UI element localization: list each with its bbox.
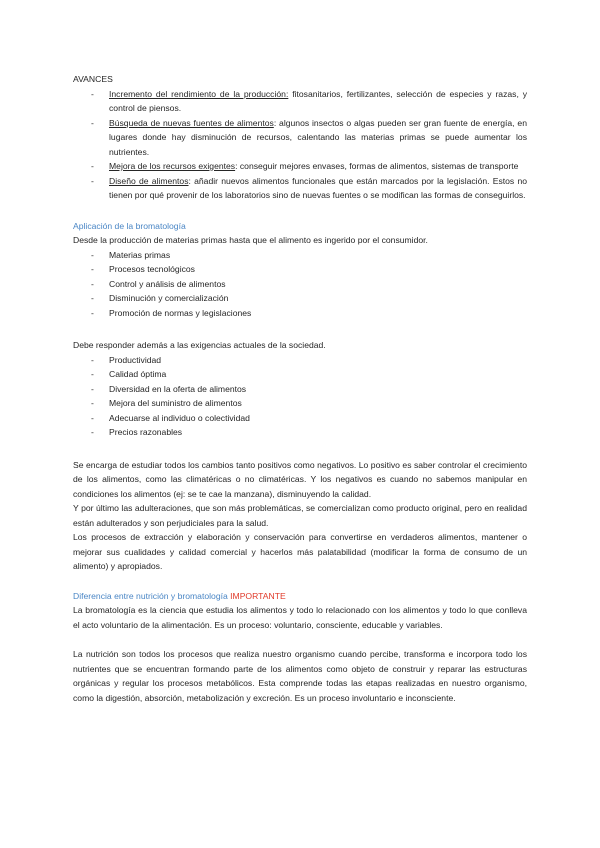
list-item-term: Mejora de los recursos exigentes: [109, 161, 236, 171]
list-item: - Diversidad en la oferta de alimentos: [73, 382, 527, 397]
aplicacion-heading: Aplicación de la bromatología: [73, 220, 186, 231]
avances-title: AVANCES: [73, 74, 113, 84]
list-item-text: : algunos insectos o algas pueden ser gran fuente de energía, en lugares donde hay disminución de recursos, calentando las materias primas se puede aumentar los nutrientes.: [109, 117, 527, 157]
list-item: [73, 174, 527, 203]
list-item: - Precios razonables: [73, 425, 527, 440]
list-item: [73, 87, 527, 116]
diferencia-heading-line: [73, 589, 527, 604]
document-page: [73, 72, 527, 705]
list-item-term: Incremento del rendimiento de la producción:: [109, 88, 289, 99]
list-item-term: Diseño de alimentos: [109, 175, 189, 186]
exigencias-list: [73, 353, 527, 440]
diferencia-heading: Diferencia entre nutrición y bromatología: [73, 590, 231, 601]
list-item-text: : añadir nuevos alimentos funcionales que están marcados por la legislación. Estos no tienen por qué provenir de los laboratorios sino de nuevas fuentes o se modifican las formas de conseguirlos.: [109, 175, 527, 200]
diferencia-paragraph-1: La bromatología es la ciencia que estudia los alimentos y todo lo relacionado con los alimentos y todo lo que conlleva el acto voluntario de la alimentación. Es un proceso: voluntario, consciente, educable y variables.: [73, 605, 527, 630]
aplicacion-list: [73, 248, 527, 321]
list-item-text: : conseguir mejores envases, formas de alimentos, sistemas de transporte: [235, 161, 519, 171]
list-item-term: Búsqueda de nuevas fuentes de alimentos: [109, 117, 274, 128]
list-item: - Control y análisis de alimentos: [73, 277, 527, 292]
exigencias-intro: Debe responder además a las exigencias actuales de la sociedad.: [73, 340, 326, 350]
list-item: - Adecuarse al individuo o colectividad: [73, 411, 527, 426]
list-item: [73, 116, 527, 160]
cambios-paragraph-2: Y por último las adulteraciones, que son más problemáticas, se comercializan como producto original, pero en realidad están adulterados y son perjudiciales para la salud.: [73, 503, 527, 528]
list-item: - Calidad óptima: [73, 367, 527, 382]
diferencia-paragraph-2: La nutrición son todos los procesos que realiza nuestro organismo cuando percibe, transforma e incorpora todo los nutrientes que se encuentran formando parte de los alimentos como objeto de construir y reparar las estructuras orgánicas y regular los procesos metabólicos. Esta comprende todas las etapas realizadas en nuestro organismo, como la digestión, absorción, metabolización y excreción. Es un proceso involuntario e inconsciente.: [73, 649, 527, 703]
important-flag: IMPORTANTE: [230, 590, 286, 601]
cambios-paragraph-1: Se encarga de estudiar todos los cambios tanto positivos como negativos. Lo positivo es saber controlar el crecimiento de los alimentos, como las climatéricas o no climatéricas. Y los negativos es cuando no sabemos manipular en condiciones los alimentos (ej: se te cae la manzana), disminuyendo la calidad.: [73, 459, 527, 499]
list-item: [73, 159, 527, 174]
aplicacion-intro: Desde la producción de materias primas hasta que el alimento es ingerido por el consumidor.: [73, 235, 428, 245]
avances-list: [73, 87, 527, 203]
list-item: - Procesos tecnológicos: [73, 262, 527, 277]
list-item: - Promoción de normas y legislaciones: [73, 306, 527, 321]
list-item: - Mejora del suministro de alimentos: [73, 396, 527, 411]
cambios-paragraph-3: Los procesos de extracción y elaboración y conservación para convertirse en verdaderos alimentos, mantener o mejorar sus cualidades y calidad comercial y hacerlos más palatabilidad (modificar la forma de consumo de un alimento) y apropiados.: [73, 532, 527, 571]
list-item-text: fitosanitarios, fertilizantes, selección de especies y razas, y control de piensos.: [109, 88, 527, 113]
list-item: - Materias primas: [73, 248, 527, 263]
list-item: - Disminución y comercialización: [73, 291, 527, 306]
list-item: - Productividad: [73, 353, 527, 368]
